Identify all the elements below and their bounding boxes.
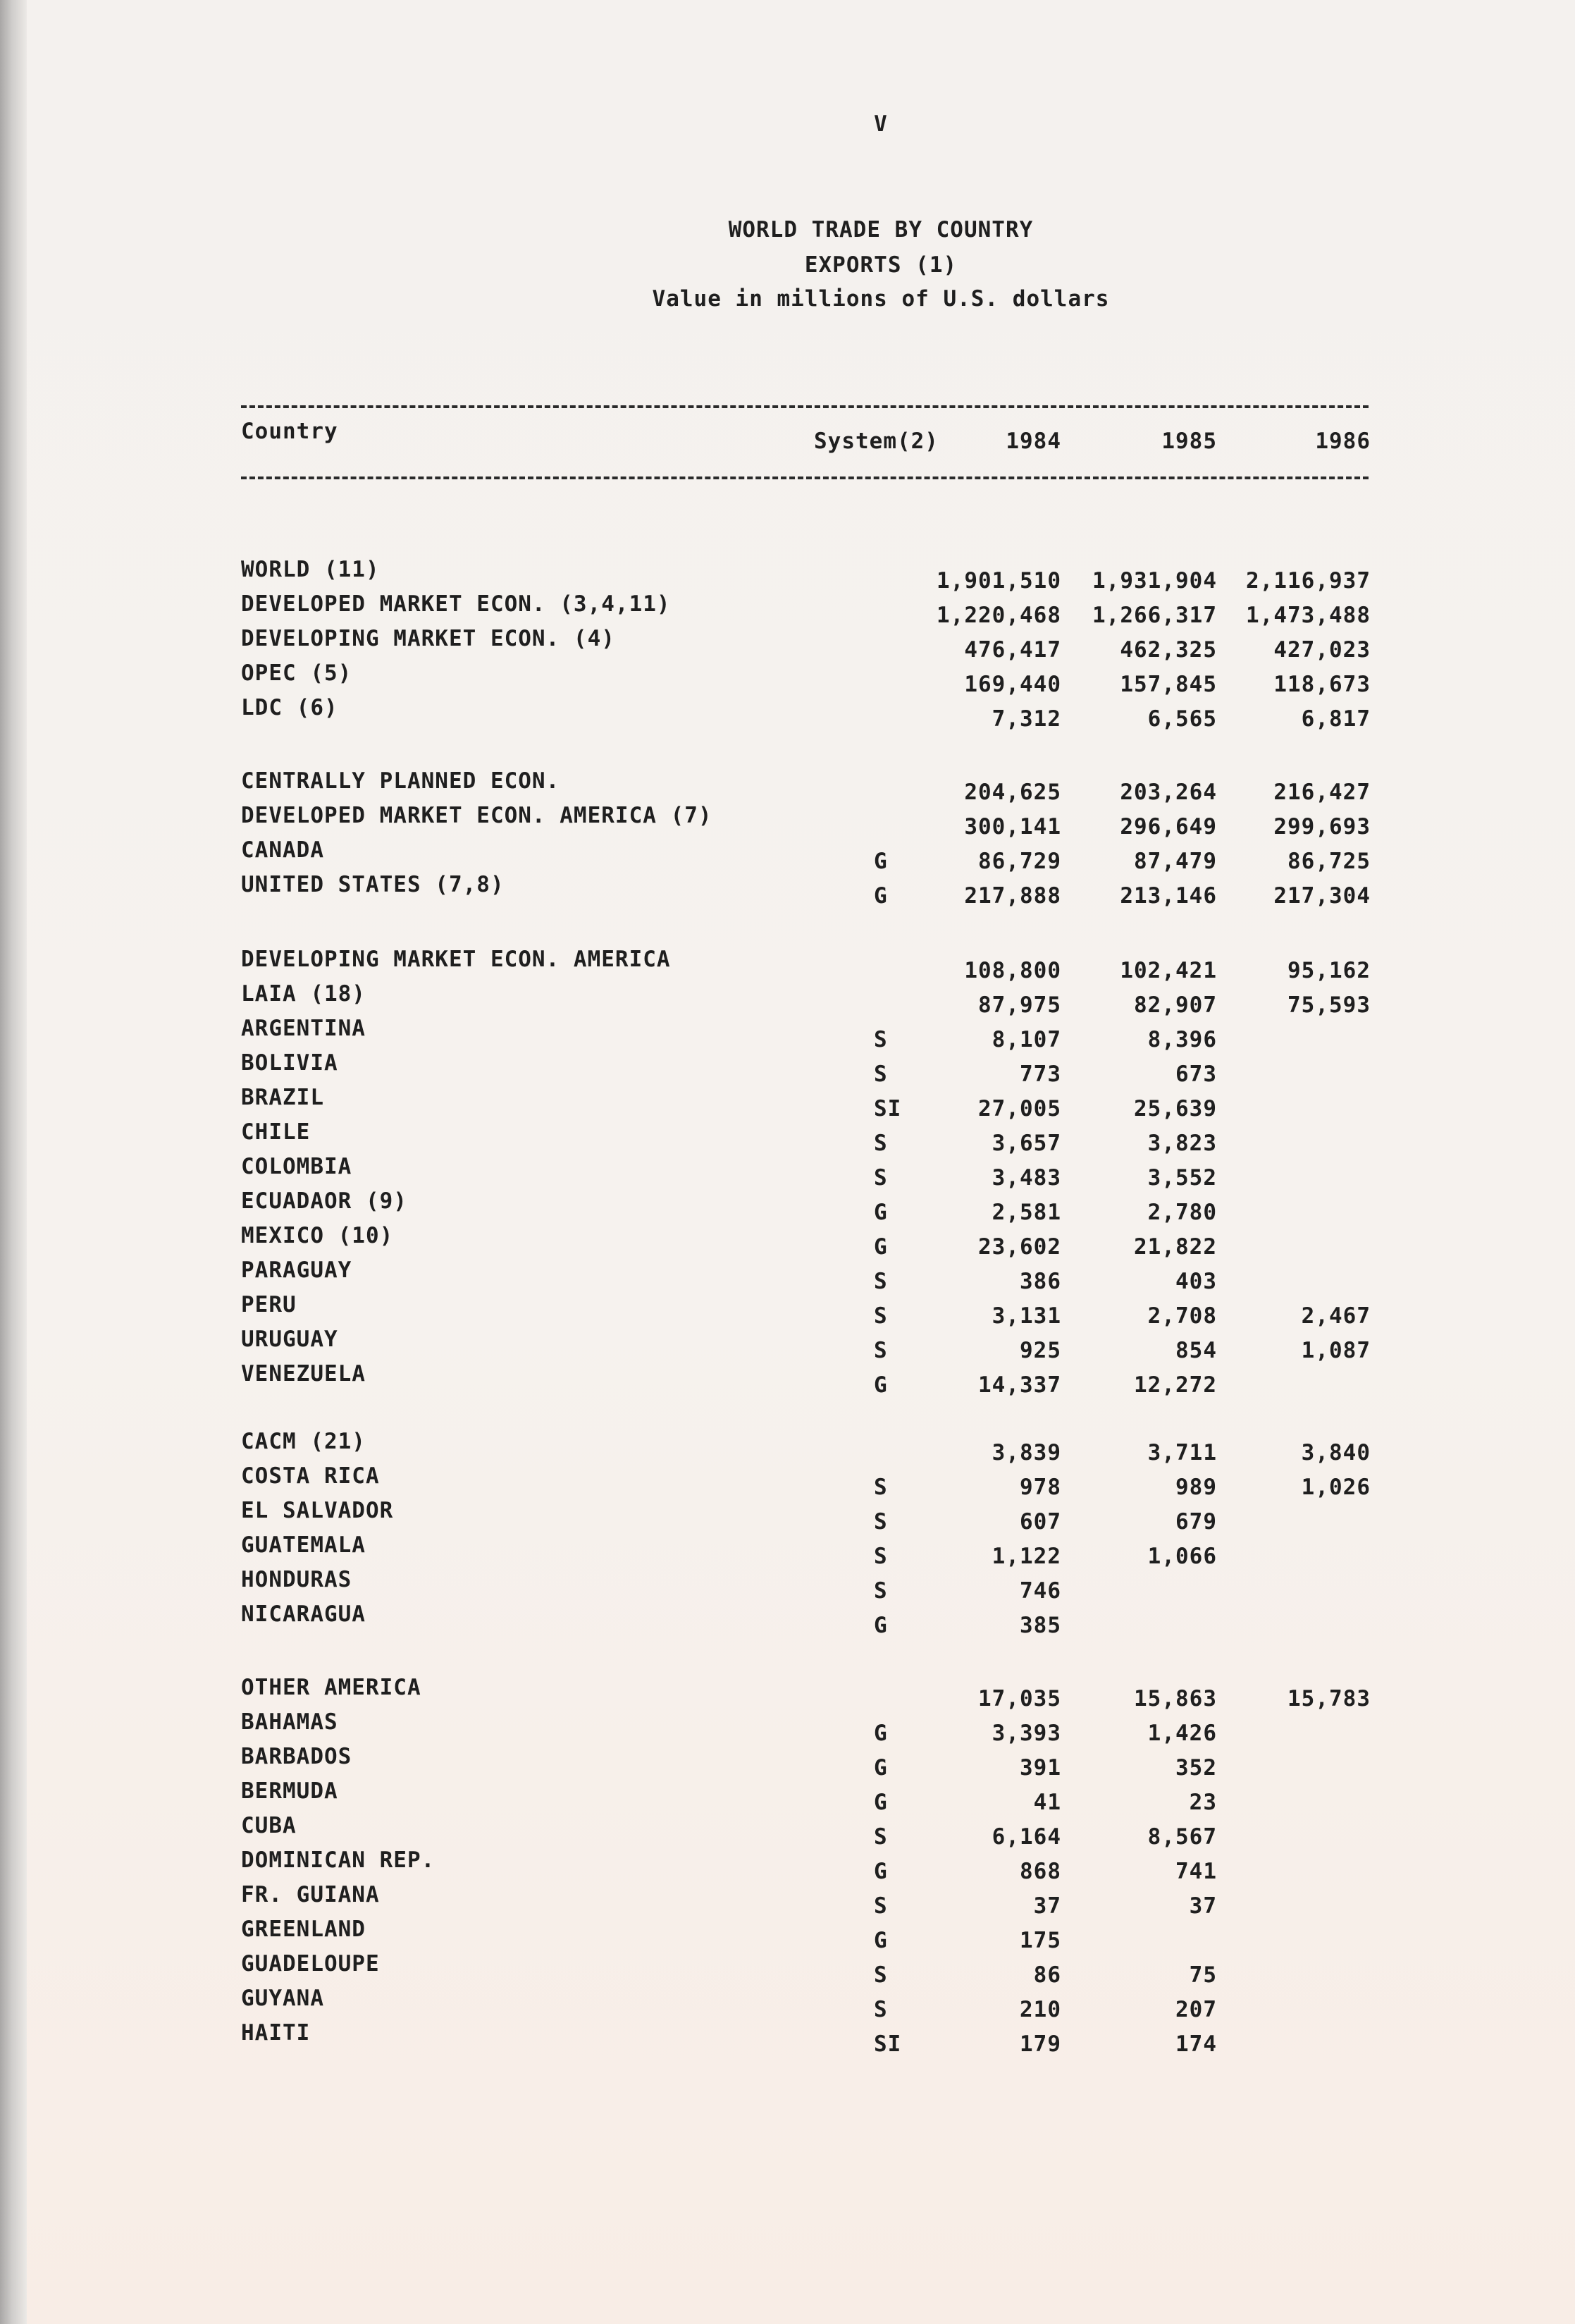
country-cell: BOLIVIA	[241, 1050, 338, 1076]
report-subtitle: EXPORTS (1)	[804, 252, 958, 278]
value-1984-cell: 41	[1033, 1790, 1061, 1815]
country-cell: PERU	[241, 1292, 297, 1317]
col-header-system: System(2)	[814, 429, 939, 454]
value-1985-cell: 207	[1175, 1997, 1217, 2022]
value-1986-cell: 216,427	[1273, 780, 1371, 805]
value-1985-cell: 2,780	[1147, 1200, 1217, 1225]
value-1985-cell: 12,272	[1134, 1372, 1217, 1398]
country-cell: EL SALVADOR	[241, 1498, 394, 1523]
value-1985-cell: 25,639	[1134, 1096, 1217, 1121]
system-cell: G	[874, 849, 888, 874]
value-1986-cell: 15,783	[1287, 1686, 1371, 1711]
value-1985-cell: 462,325	[1120, 637, 1217, 663]
country-cell: DEVELOPING MARKET ECON. (4)	[241, 626, 615, 651]
value-1985-cell: 8,396	[1147, 1027, 1217, 1052]
value-1986-cell: 427,023	[1273, 637, 1371, 663]
country-cell: HAITI	[241, 2020, 311, 2046]
value-1985-cell: 87,479	[1134, 849, 1217, 874]
country-cell: OTHER AMERICA	[241, 1675, 421, 1700]
value-1985-cell: 3,552	[1147, 1165, 1217, 1191]
report-title: WORLD TRADE BY COUNTRY	[728, 217, 1034, 242]
country-cell: ARGENTINA	[241, 1016, 366, 1041]
country-cell: WORLD (11)	[241, 557, 380, 582]
system-cell: S	[874, 1303, 888, 1329]
value-1985-cell: 3,711	[1147, 1440, 1217, 1465]
value-1985-cell: 679	[1175, 1509, 1217, 1535]
country-cell: VENEZUELA	[241, 1361, 366, 1387]
value-1986-cell: 1,473,488	[1246, 603, 1371, 628]
value-1986-cell: 86,725	[1287, 849, 1371, 874]
page-number: V	[874, 111, 888, 137]
country-cell: CANADA	[241, 837, 324, 863]
value-1986-cell: 1,087	[1301, 1338, 1371, 1363]
country-cell: BRAZIL	[241, 1085, 324, 1110]
system-cell: G	[874, 1372, 888, 1398]
system-cell: S	[874, 1475, 888, 1500]
header-rule-top	[241, 405, 1369, 408]
value-1985-cell: 2,708	[1147, 1303, 1217, 1329]
value-1986-cell: 1,026	[1301, 1475, 1371, 1500]
country-cell: CENTRALLY PLANNED ECON.	[241, 768, 560, 794]
value-1985-cell: 157,845	[1120, 672, 1217, 697]
country-cell: HONDURAS	[241, 1567, 352, 1592]
value-1985-cell: 8,567	[1147, 1824, 1217, 1850]
system-cell: S	[874, 1269, 888, 1294]
value-1984-cell: 868	[1020, 1859, 1061, 1884]
value-1984-cell: 108,800	[964, 958, 1061, 983]
system-cell: S	[874, 1962, 888, 1988]
value-1984-cell: 1,122	[992, 1544, 1061, 1569]
value-1984-cell: 300,141	[964, 814, 1061, 840]
value-1986-cell: 95,162	[1287, 958, 1371, 983]
value-1984-cell: 210	[1020, 1997, 1061, 2022]
system-cell: S	[874, 1062, 888, 1087]
value-1985-cell: 213,146	[1120, 883, 1217, 909]
value-1984-cell: 3,393	[992, 1721, 1061, 1746]
value-1985-cell: 854	[1175, 1338, 1217, 1363]
value-1984-cell: 2,581	[992, 1200, 1061, 1225]
country-cell: GUADELOUPE	[241, 1951, 380, 1976]
value-1986-cell: 6,817	[1301, 706, 1371, 732]
value-1985-cell: 989	[1175, 1475, 1217, 1500]
value-1985-cell: 21,822	[1134, 1234, 1217, 1260]
value-1984-cell: 23,602	[978, 1234, 1061, 1260]
system-cell: S	[874, 1824, 888, 1850]
value-1984-cell: 175	[1020, 1928, 1061, 1953]
country-cell: DEVELOPED MARKET ECON. (3,4,11)	[241, 591, 671, 617]
system-cell: G	[874, 1755, 888, 1781]
country-cell: CACM (21)	[241, 1429, 366, 1454]
value-1984-cell: 746	[1020, 1578, 1061, 1604]
value-1985-cell: 174	[1175, 2031, 1217, 2057]
value-1985-cell: 1,266,317	[1092, 603, 1217, 628]
system-cell: SI	[874, 2031, 902, 2057]
country-cell: BERMUDA	[241, 1778, 338, 1804]
country-cell: DEVELOPING MARKET ECON. AMERICA	[241, 947, 671, 972]
value-1985-cell: 102,421	[1120, 958, 1217, 983]
system-cell: G	[874, 1613, 888, 1638]
system-cell: G	[874, 1928, 888, 1953]
country-cell: GUATEMALA	[241, 1532, 366, 1558]
value-1985-cell: 1,426	[1147, 1721, 1217, 1746]
value-1984-cell: 3,839	[992, 1440, 1061, 1465]
value-1984-cell: 1,901,510	[937, 568, 1061, 594]
value-1984-cell: 8,107	[992, 1027, 1061, 1052]
value-1984-cell: 6,164	[992, 1824, 1061, 1850]
value-1984-cell: 385	[1020, 1613, 1061, 1638]
value-1984-cell: 204,625	[964, 780, 1061, 805]
value-1986-cell: 3,840	[1301, 1440, 1371, 1465]
country-cell: NICARAGUA	[241, 1601, 366, 1627]
col-header-1986: 1986	[1315, 429, 1371, 454]
country-cell: OPEC (5)	[241, 660, 352, 686]
value-1986-cell: 217,304	[1273, 883, 1371, 909]
value-1986-cell: 118,673	[1273, 672, 1371, 697]
system-cell: G	[874, 1200, 888, 1225]
value-1985-cell: 23	[1189, 1790, 1217, 1815]
system-cell: G	[874, 1234, 888, 1260]
value-1984-cell: 1,220,468	[937, 603, 1061, 628]
value-1984-cell: 179	[1020, 2031, 1061, 2057]
country-cell: GUYANA	[241, 1986, 324, 2011]
value-1984-cell: 773	[1020, 1062, 1061, 1087]
value-1985-cell: 82,907	[1134, 992, 1217, 1018]
value-1986-cell: 2,116,937	[1246, 568, 1371, 594]
system-cell: S	[874, 1578, 888, 1604]
value-1984-cell: 169,440	[964, 672, 1061, 697]
page-spine-shadow	[0, 0, 27, 2324]
value-1984-cell: 7,312	[992, 706, 1061, 732]
system-cell: S	[874, 1544, 888, 1569]
value-1985-cell: 75	[1189, 1962, 1217, 1988]
col-header-1985: 1985	[1161, 429, 1217, 454]
system-cell: S	[874, 1338, 888, 1363]
system-cell: S	[874, 1027, 888, 1052]
country-cell: ECUADAOR (9)	[241, 1188, 407, 1214]
system-cell: G	[874, 1859, 888, 1884]
value-1984-cell: 87,975	[978, 992, 1061, 1018]
country-cell: CUBA	[241, 1813, 297, 1838]
value-1984-cell: 27,005	[978, 1096, 1061, 1121]
system-cell: S	[874, 1893, 888, 1919]
country-cell: LDC (6)	[241, 695, 338, 720]
country-cell: DEVELOPED MARKET ECON. AMERICA (7)	[241, 803, 712, 828]
system-cell: G	[874, 1721, 888, 1746]
country-cell: UNITED STATES (7,8)	[241, 872, 505, 897]
system-cell: S	[874, 1997, 888, 2022]
country-cell: BAHAMAS	[241, 1709, 338, 1735]
value-1984-cell: 925	[1020, 1338, 1061, 1363]
value-1985-cell: 3,823	[1147, 1131, 1217, 1156]
value-1984-cell: 17,035	[978, 1686, 1061, 1711]
value-1985-cell: 352	[1175, 1755, 1217, 1781]
value-1985-cell: 296,649	[1120, 814, 1217, 840]
system-cell: S	[874, 1165, 888, 1191]
value-1984-cell: 391	[1020, 1755, 1061, 1781]
value-1984-cell: 3,483	[992, 1165, 1061, 1191]
value-1986-cell: 299,693	[1273, 814, 1371, 840]
country-cell: DOMINICAN REP.	[241, 1847, 436, 1873]
value-1984-cell: 3,131	[992, 1303, 1061, 1329]
value-1985-cell: 15,863	[1134, 1686, 1217, 1711]
value-1986-cell: 75,593	[1287, 992, 1371, 1018]
value-1984-cell: 3,657	[992, 1131, 1061, 1156]
value-1985-cell: 403	[1175, 1269, 1217, 1294]
value-1985-cell: 1,066	[1147, 1544, 1217, 1569]
value-1985-cell: 741	[1175, 1859, 1217, 1884]
country-cell: CHILE	[241, 1119, 311, 1145]
value-1984-cell: 476,417	[964, 637, 1061, 663]
header-rule-bottom	[241, 477, 1369, 479]
col-header-country: Country	[241, 419, 338, 444]
value-1985-cell: 6,565	[1147, 706, 1217, 732]
system-cell: G	[874, 1790, 888, 1815]
col-header-1984: 1984	[1006, 429, 1061, 454]
value-1984-cell: 978	[1020, 1475, 1061, 1500]
system-cell: SI	[874, 1096, 902, 1121]
units-note: Value in millions of U.S. dollars	[652, 286, 1110, 312]
value-1984-cell: 14,337	[978, 1372, 1061, 1398]
country-cell: LAIA (18)	[241, 981, 366, 1007]
country-cell: FR. GUIANA	[241, 1882, 380, 1907]
country-cell: GREENLAND	[241, 1917, 366, 1942]
value-1984-cell: 86,729	[978, 849, 1061, 874]
value-1985-cell: 37	[1189, 1893, 1217, 1919]
value-1984-cell: 607	[1020, 1509, 1061, 1535]
system-cell: S	[874, 1131, 888, 1156]
value-1986-cell: 2,467	[1301, 1303, 1371, 1329]
country-cell: COSTA RICA	[241, 1463, 380, 1489]
value-1984-cell: 386	[1020, 1269, 1061, 1294]
country-cell: PARAGUAY	[241, 1258, 352, 1283]
value-1985-cell: 1,931,904	[1092, 568, 1217, 594]
value-1984-cell: 86	[1033, 1962, 1061, 1988]
value-1985-cell: 203,264	[1120, 780, 1217, 805]
value-1984-cell: 217,888	[964, 883, 1061, 909]
country-cell: MEXICO (10)	[241, 1223, 394, 1248]
value-1985-cell: 673	[1175, 1062, 1217, 1087]
country-cell: BARBADOS	[241, 1744, 352, 1769]
value-1984-cell: 37	[1033, 1893, 1061, 1919]
system-cell: G	[874, 883, 888, 909]
country-cell: URUGUAY	[241, 1327, 338, 1352]
system-cell: S	[874, 1509, 888, 1535]
country-cell: COLOMBIA	[241, 1154, 352, 1179]
